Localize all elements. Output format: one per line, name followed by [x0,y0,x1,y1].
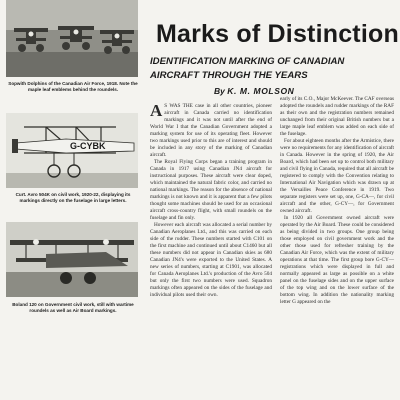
body-paragraph [150,103,272,159]
body-column-1 [150,103,272,299]
photo-avro-504k [6,113,138,188]
body-paragraph: early of its C.O., Major McKeever. The CAF overseas adopted the roundels and rudder markings of the RAF as their own and the registration numbers remained unchanged from their original British numbers but a large maple leaf emblem was added on each side of the fuselage. [280,96,394,137]
photo-caption: Curt. Avro 504K on civil work, 1920-22, displaying its markings directly on the fuselage in large letters. [15,192,131,203]
biplane-formation-image [6,0,138,77]
body-paragraph: However each aircraft was allocated a serial number by Canadian Aeroplanes Ltd., and this was carried on each side of the rudder. These numbers started with C101 on the first machine and continued until about C1460 but all these numbers did not appear in Canadian skies as 680 Canadian JN4's were exported to the United States. A new series of numbers, starting at C1901, was allocated for Canada Aeroplanes Ltd.'s production of the Avro 504 but only the first two numbers were used. Squadron markings often appeared on the sides of the fuselage and individual pilots used their own. [150,222,272,298]
photo-caption: Sopwith Dolphins of the Canadian Air Force, 1918. Note the maple leaf emblems behind the roundels. [8,81,138,92]
drop-cap: A [150,101,163,120]
registration-letters: G-CYBK [70,141,106,151]
article-title: Marks of Distinction [156,20,399,48]
body-paragraph: In 1920 all Government owned aircraft were operated by the Air Board. These could be considered as being divided in two groups. One group being those employed on civil government work and the other those used for refresher training by the Canadian Air Force, which was the extent of military operations at that time. The first group bore G-CY— registrations which were displayed in full and normally appeared as large as possible on a white panel on the fuselage sides and on the upper surface of the top wing and on the lower surface of the bottom wing. In addition the nationality marking letter G appeared on the [280,215,394,305]
article-byline [214,86,294,96]
byline-prefix: By [214,86,225,96]
biplane-side-view-image [6,113,138,188]
photo-caption: Boland 120 on Government civil work, still with wartime roundels as well as Air Board markings. [12,302,134,313]
body-paragraph: The Royal Flying Corps began a training program in Canada in 1917 using Canadian JN4 aircraft for instructional purposes. These aircraft were clear doped, which maintained the natural fabric color, and carried no national markings. The reason for the absence of national markings is not known and it is apparent that a few pilots thought some machines should be used for an occasional aircraft cross-country flight, with small roundels on the fuselage and fin only. [150,159,272,221]
photo-sopwith-dolphins [6,0,138,77]
body-paragraph-text: S WAS THE case in all other countries, pioneer aircraft in Canada carried no identification markings and it was not until after the end of World War I that the Canadian Government adopted a marking system for use of its operating fleet. However two markings used prior to this are of interest and should be included in any story of the marking of Canadian aircraft. [150,103,272,158]
body-paragraph: For about eighteen months after the Armistice, there were no requirements for any identification of aircraft in Canada. However in the spring of 1920, the Air Board, which had been set up to control both military and civil flying in Canada, required that all aircraft be registered to comply with the Convention relating to International Air Navigation which was drawn up at the Versailles Peace Conference in 1919. Two separate registers were set up, one, G-CA—, for civil aircraft and the other, G-CY—, for Government owned aircraft. [280,138,394,214]
article-subtitle: IDENTIFICATION MARKING OF CANADIAN AIRCRAFT THROUGH THE YEARS [150,56,345,81]
author-name: K. M. MOLSON [227,86,295,96]
photo-boland-120 [6,222,138,297]
body-column-2 [280,96,394,306]
biplane-ground-image [6,222,138,297]
